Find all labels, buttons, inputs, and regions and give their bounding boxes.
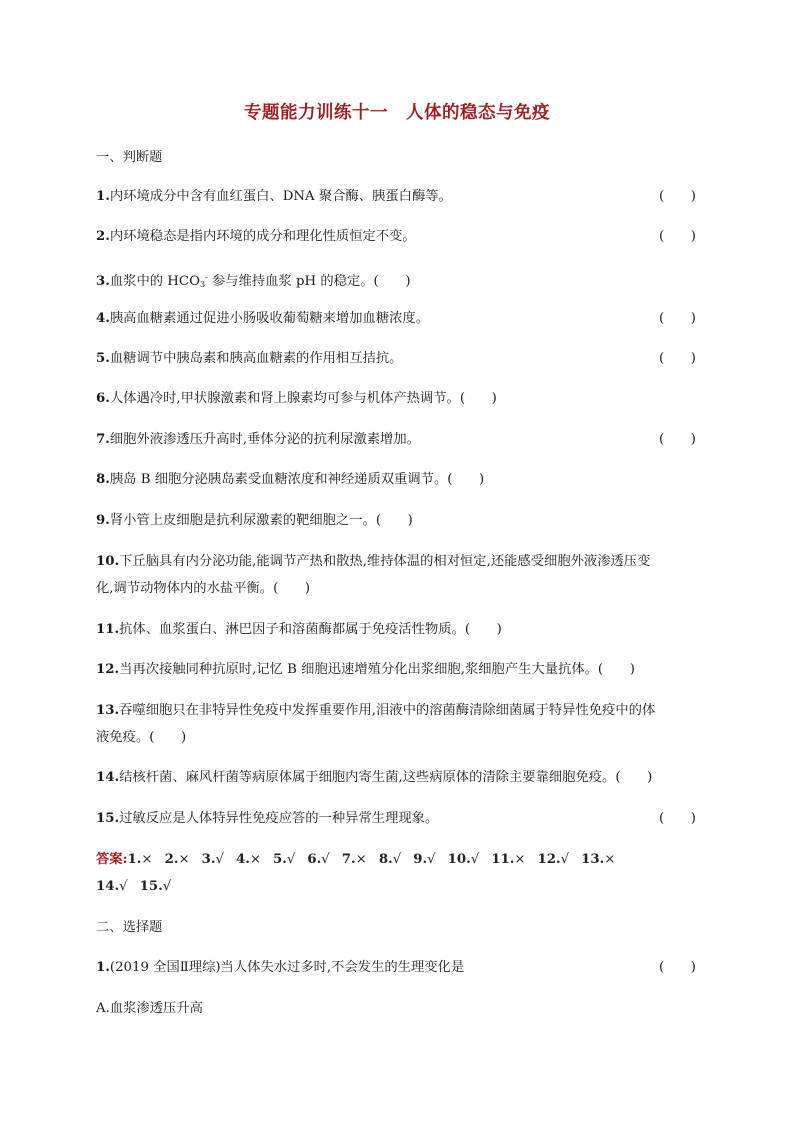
- question-13: [96, 703, 697, 719]
- answer-mark: √: [560, 852, 570, 867]
- answer-item: [307, 852, 329, 867]
- answer-mark: √: [215, 852, 224, 867]
- question-3: [96, 270, 697, 293]
- question-text-cont: 液免疫。: [96, 730, 150, 745]
- question-text: 下丘脑具有内分泌功能,能调节产热和散热,维持体温的相对恒定,还能感受细胞外液渗透压变: [119, 554, 651, 569]
- answer-item: [165, 852, 190, 867]
- question-number: 8.: [96, 472, 110, 487]
- answer-item: [491, 852, 525, 867]
- question-number: 3.: [96, 274, 110, 289]
- answer-item: [273, 852, 295, 867]
- question-text: 内环境成分中含有血红蛋白、DNA 聚合酶、胰蛋白酶等。: [109, 189, 452, 204]
- choice-option-a: A.血浆渗透压升高: [96, 1001, 203, 1016]
- answer-number: 1.: [127, 852, 142, 867]
- question-number: 10.: [96, 554, 120, 569]
- answer-item: [236, 852, 261, 867]
- question-text-cont: 参与维持血浆 pH 的稳定。: [207, 274, 374, 289]
- answer-mark: ×: [514, 852, 526, 867]
- question-number: 5.: [96, 351, 110, 366]
- answer-blank: ( ): [464, 622, 502, 637]
- question-text: 过敏反应是人体特异性免疫应答的一种异常生理现象。: [119, 811, 439, 826]
- question-13-continued: [96, 730, 697, 746]
- superscript: -: [205, 273, 208, 282]
- answer-blank: ( ): [597, 662, 635, 677]
- question-14: [96, 770, 697, 786]
- answer-number: 9.: [413, 852, 428, 867]
- answer-blank: ( ): [447, 472, 485, 487]
- question-number: 11.: [96, 622, 120, 637]
- answer-mark: √: [470, 852, 480, 867]
- answer-blank: ( ): [659, 351, 696, 366]
- question-text-cont: 化,调节动物体内的水盐平衡。: [96, 581, 274, 596]
- answer-number: 2.: [164, 852, 179, 867]
- question-text: 人体遇冷时,甲状腺激素和肾上腺素均可参与机体产热调节。: [109, 391, 460, 406]
- question-7: [96, 432, 697, 448]
- answer-item: [140, 879, 172, 894]
- answer-mark: ×: [141, 852, 153, 867]
- question-text: 结核杆菌、麻风杆菌等病原体属于细胞内寄生菌,这些病原体的清除主要靠细胞免疫。: [119, 770, 616, 785]
- answer-mark: √: [119, 879, 128, 894]
- question-number: 2.: [96, 229, 110, 244]
- answer-number: 3.: [201, 852, 216, 867]
- question-6: [96, 391, 697, 407]
- question-text: 肾小管上皮细胞是抗利尿激素的靶细胞之一。: [109, 513, 376, 528]
- answer-number: 6.: [307, 852, 322, 867]
- question-text: 当再次接触同种抗原时,记忆 B 细胞迅速增殖分化出浆细胞,浆细胞产生大量抗体。: [119, 662, 598, 677]
- answer-blank: ( ): [615, 770, 653, 785]
- answer-number: 10.: [447, 852, 471, 867]
- answer-mark: ×: [249, 852, 262, 867]
- answer-mark: ×: [604, 852, 616, 867]
- question-15: [96, 811, 697, 827]
- answer-item: [96, 879, 128, 894]
- question-number: 15.: [96, 811, 120, 826]
- question-number: 1.: [96, 960, 110, 975]
- question-number: 7.: [96, 432, 110, 447]
- question-number: 14.: [96, 770, 120, 785]
- question-number: 12.: [96, 662, 120, 677]
- answer-mark: √: [162, 879, 172, 894]
- answer-item: [581, 852, 615, 867]
- answer-blank: ( ): [373, 274, 411, 289]
- answer-blank: ( ): [459, 391, 497, 406]
- question-11: [96, 622, 697, 638]
- question-1: [96, 189, 697, 205]
- question-10-continued: [96, 581, 697, 597]
- answer-blank: ( ): [273, 581, 311, 596]
- answer-key: [96, 852, 697, 868]
- answer-item: [538, 852, 570, 867]
- question-number: 9.: [96, 513, 110, 528]
- page-title: 专题能力训练十一 人体的稳态与免疫: [244, 103, 550, 123]
- answer-item: [202, 852, 224, 867]
- question-text: 血浆中的 HCO: [109, 274, 200, 289]
- subscript: 3: [199, 280, 206, 289]
- question-text: 抗体、血浆蛋白、淋巴因子和溶菌酶都属于免疫活性物质。: [119, 622, 465, 637]
- question-12: [96, 662, 697, 678]
- answer-number: 4.: [235, 852, 250, 867]
- question-text: 内环境稳态是指内环境的成分和理化性质恒定不变。: [109, 229, 416, 244]
- answer-item: [379, 852, 401, 867]
- answer-number: 8.: [378, 852, 393, 867]
- answer-number: 14.: [96, 879, 120, 894]
- question-number: 6.: [96, 391, 110, 406]
- question-text: 细胞外液渗透压升高时,垂体分泌的抗利尿激素增加。: [109, 432, 420, 447]
- question-5: [96, 351, 697, 367]
- answer-number: 5.: [273, 852, 287, 867]
- answer-item: [413, 852, 435, 867]
- answer-blank: ( ): [375, 513, 413, 528]
- answer-mark: ×: [355, 852, 367, 867]
- answer-blank: ( ): [659, 960, 696, 975]
- question-9: [96, 513, 697, 529]
- answer-blank: ( ): [659, 189, 696, 204]
- answer-key-continued: [96, 879, 697, 895]
- answer-item: [448, 852, 480, 867]
- answer-list: [96, 879, 183, 894]
- question-8: [96, 472, 697, 488]
- choice-question-1: [96, 960, 697, 976]
- question-number: 1.: [96, 189, 110, 204]
- answer-blank: ( ): [149, 730, 187, 745]
- answer-blank: ( ): [659, 229, 696, 244]
- answer-blank: ( ): [659, 432, 696, 447]
- answer-blank: ( ): [659, 811, 696, 826]
- answer-number: 7.: [341, 852, 356, 867]
- question-number: 13.: [96, 703, 120, 718]
- answer-item: [342, 852, 367, 867]
- answer-number: 15.: [139, 879, 163, 894]
- answer-mark: √: [392, 852, 402, 867]
- question-10: [96, 554, 697, 570]
- question-text: 胰高血糖素通过促进小肠吸收葡萄糖来增加血糖浓度。: [109, 311, 430, 326]
- answer-list: [128, 852, 628, 867]
- question-text: 吞噬细胞只在非特异性免疫中发挥重要作用,泪液中的溶菌酶清除细菌属于特异性免疫中的体: [119, 703, 656, 718]
- question-text: 胰岛 B 细胞分泌胰岛素受血糖浓度和神经递质双重调节。: [109, 472, 448, 487]
- answer-mark: ×: [178, 852, 190, 867]
- section-heading-choice: 二、选择题: [96, 920, 163, 935]
- question-text: 血糖调节中胰岛素和胰高血糖素的作用相互拮抗。: [109, 351, 403, 366]
- answer-label: 答案: [96, 852, 123, 867]
- answer-mark: √: [427, 852, 436, 867]
- answer-colon: :: [122, 852, 128, 867]
- section-heading-judgment: 一、判断题: [96, 150, 163, 165]
- question-2: [96, 229, 697, 245]
- answer-mark: √: [321, 852, 330, 867]
- answer-blank: ( ): [659, 311, 696, 326]
- question-number: 4.: [96, 311, 110, 326]
- answer-number: 11.: [491, 852, 515, 867]
- answer-mark: √: [286, 852, 296, 867]
- question-4: [96, 311, 697, 327]
- answer-number: 12.: [537, 852, 561, 867]
- answer-number: 13.: [581, 852, 605, 867]
- answer-item: [128, 852, 153, 867]
- question-text: (2019 全国Ⅱ理综)当人体失水过多时,不会发生的生理变化是: [109, 960, 465, 975]
